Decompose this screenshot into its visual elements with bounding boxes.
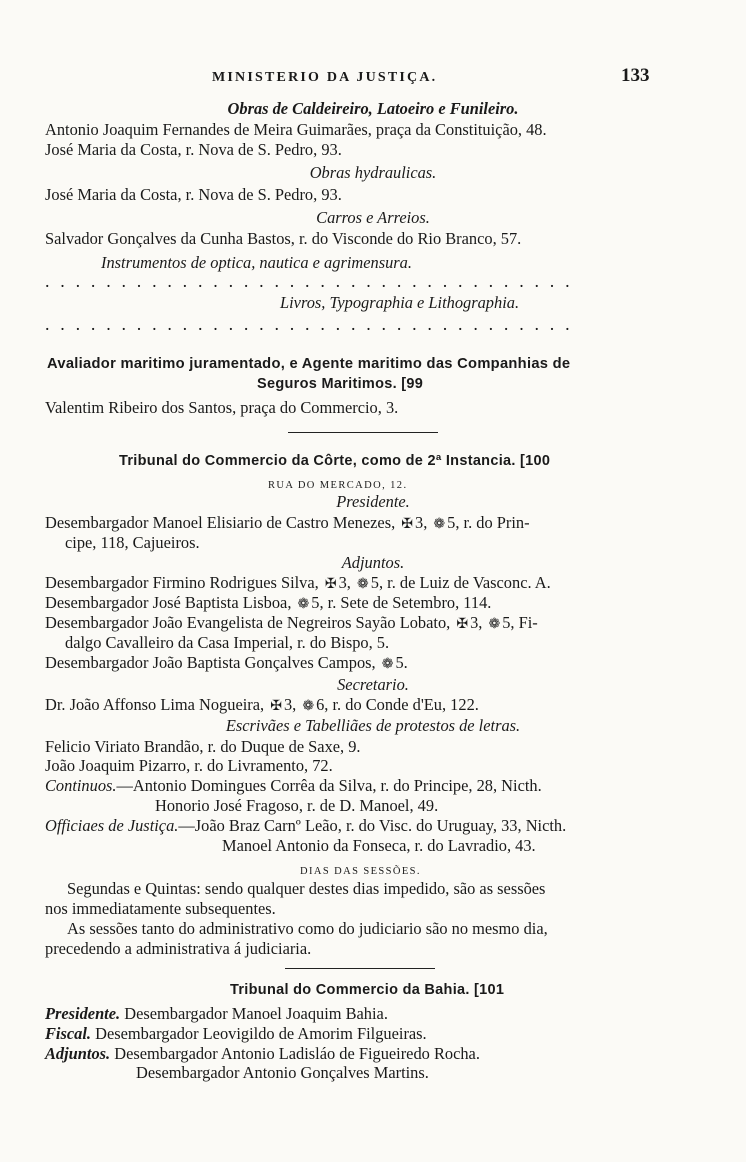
cross-icon: ✠ [324, 577, 337, 592]
rose-icon: ❁ [433, 517, 446, 532]
list-item: Adjuntos. Desembargador Antonio Ladisláo de Figueiredo Rocha. [45, 1044, 480, 1063]
dot-leader: . . . . . . . . . . . . . . . . . . . . . . . . . . . . . . . . . . . [45, 314, 570, 334]
role-label: Adjuntos. [341, 553, 405, 572]
section-heading: Tribunal do Commercio da Bahia. [101 [230, 982, 505, 998]
list-item: Felicio Viriato Brandão, r. do Duque de Saxe, 9. [45, 737, 361, 756]
role-label: Escrivães e Tabelliães de protestos de letras. [225, 716, 521, 735]
list-item: Dr. João Affonso Lima Nogueira, ✠ 3, ❁ 6, r. do Conde d'Eu, 122. [45, 695, 479, 717]
section-rule [285, 968, 435, 969]
list-item: cipe, 118, Cajueiros. [65, 533, 200, 552]
rose-icon: ❁ [381, 657, 394, 672]
rose-icon: ❁ [297, 597, 310, 612]
cross-icon: ✠ [270, 699, 282, 714]
dot-leader: . . . . . . . . . . . . . . . . . . . . . . . . . . . . . . . . . . . [45, 271, 570, 291]
section-heading: Carros e Arreios. [316, 208, 430, 227]
list-item: Desembargador João Baptista Gonçalves Campos, ❁ 5. [45, 653, 408, 675]
cross-icon: ✠ [456, 617, 469, 632]
running-title: MINISTERIO DA JUSTIÇA. [212, 70, 438, 85]
list-item: Manoel Antonio da Fonseca, r. do Lavradio, 43. [222, 836, 536, 855]
list-item: dalgo Cavalleiro da Casa Imperial, r. do Bispo, 5. [65, 633, 390, 652]
list-item: Presidente. Desembargador Manoel Joaquim Bahia. [45, 1004, 388, 1023]
list-item: João Joaquim Pizarro, r. do Livramento, 72. [45, 756, 333, 775]
role-label: Secretario. [337, 675, 409, 694]
paragraph-line: As sessões tanto do administrativo como do judiciario são no mesmo dia, [67, 919, 548, 938]
list-item: Desembargador Manoel Elisiario de Castro Menezes, ✠ 3, ❁ 5, r. do Prin- [45, 513, 530, 535]
list-item: Honorio José Fragoso, r. de D. Manoel, 49. [155, 796, 439, 815]
page-number: 133 [621, 65, 650, 86]
section-heading: Tribunal do Commercio da Côrte, como de 2ª Instancia. [100 [119, 453, 551, 469]
list-item: José Maria da Costa, r. Nova de S. Pedro, 93. [45, 185, 342, 204]
paragraph-line: Segundas e Quintas: sendo qualquer destes dias impedido, são as sessões [67, 879, 546, 898]
rose-icon: ❁ [357, 577, 369, 592]
section-heading: Obras hydraulicas. [309, 163, 437, 182]
section-heading: Avaliador maritimo juramentado, e Agente maritimo das Companhias de [47, 356, 571, 372]
list-item: Desembargador João Evangelista de Negreiros Sayão Lobato, ✠ 3, ❁ 5, Fi- [45, 613, 538, 635]
list-item: Desembargador Firmino Rodrigues Silva, ✠ 3, ❁ 5, r. de Luiz de Vasconc. A. [45, 573, 551, 595]
role-label: Presidente. [336, 492, 410, 511]
section-heading: Livros, Typographia e Lithographia. [280, 293, 520, 312]
paragraph-line: precedendo a administrativa á judiciaria. [45, 939, 312, 958]
section-heading: Obras de Caldeireiro, Latoeiro e Funileiro. [227, 99, 519, 118]
list-item: Valentim Ribeiro dos Santos, praça do Commercio, 3. [45, 398, 399, 417]
list-item: José Maria da Costa, r. Nova de S. Pedro, 93. [45, 140, 342, 159]
list-item: Officiaes de Justiça.—João Braz Carnº Leão, r. do Visc. do Uruguay, 33, Nicth. [45, 816, 567, 835]
list-item: Antonio Joaquim Fernandes de Meira Guimarães, praça da Constituição, 48. [45, 120, 547, 139]
rose-icon: ❁ [302, 699, 315, 714]
section-heading: Seguros Maritimos. [99 [257, 376, 424, 392]
section-heading: DIAS DAS SESSÕES. [300, 866, 421, 877]
list-item: Desembargador Antonio Gonçalves Martins. [136, 1063, 429, 1082]
rose-icon: ❁ [488, 617, 501, 632]
list-item: Fiscal. Desembargador Leovigildo de Amorim Filgueiras. [45, 1024, 427, 1043]
section-rule [288, 432, 438, 433]
section-heading: Instrumentos de optica, nautica e agrimensura. [101, 253, 412, 272]
list-item: Salvador Gonçalves da Cunha Bastos, r. do Visconde do Rio Branco, 57. [45, 229, 522, 248]
list-item: Continuos.—Antonio Domingues Corrêa da Silva, r. do Principe, 28, Nicth. [45, 776, 542, 795]
address: RUA DO MERCADO, 12. [268, 480, 408, 491]
list-item: Desembargador José Baptista Lisboa, ❁ 5, r. Sete de Setembro, 114. [45, 593, 491, 615]
cross-icon: ✠ [401, 517, 414, 532]
paragraph-line: nos immediatamente subsequentes. [45, 899, 276, 918]
